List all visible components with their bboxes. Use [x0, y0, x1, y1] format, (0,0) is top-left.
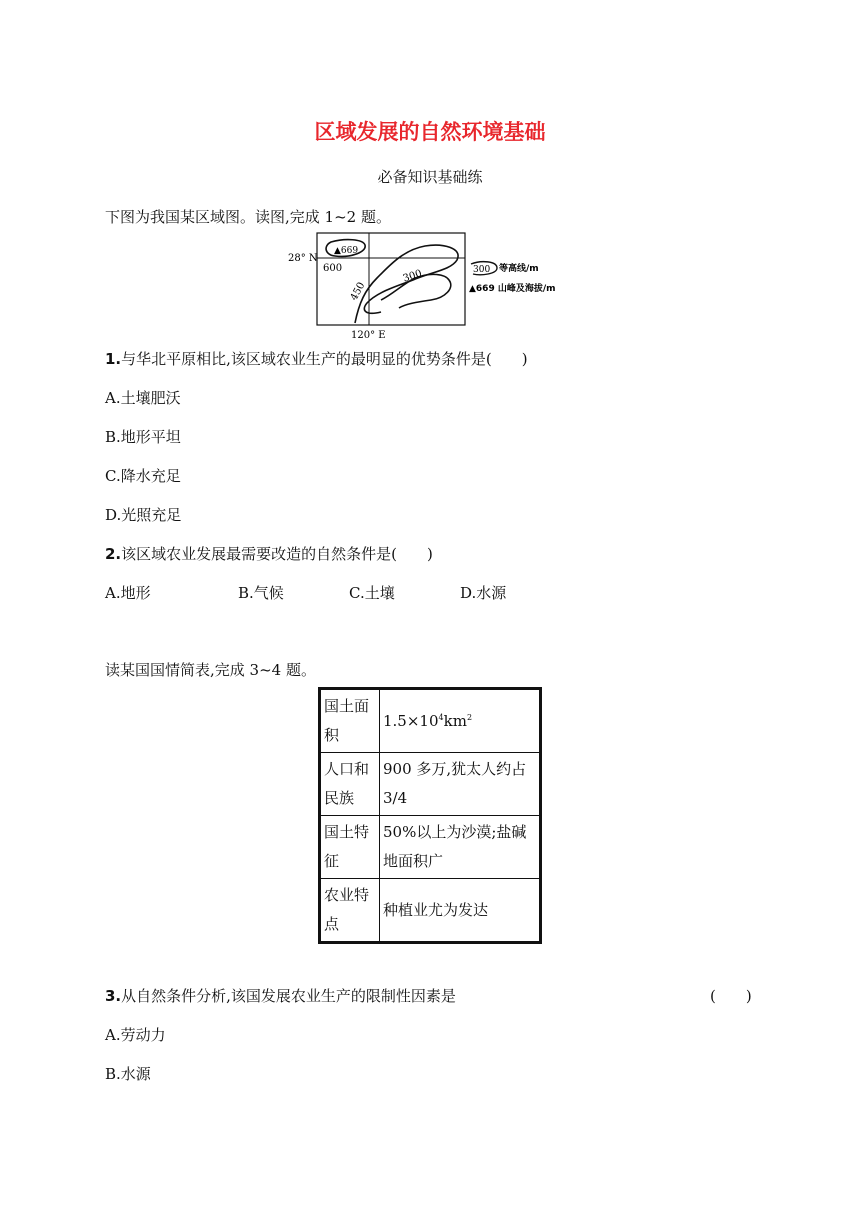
question-text: 该区域农业发展最需要改造的自然条件是( ) [121, 545, 433, 563]
q2-option-d: D.水源 [460, 584, 507, 602]
answer-paren: ( ) [710, 987, 752, 1005]
legend-contour-text: 等高线/m [499, 264, 539, 274]
question-number: 1. [105, 350, 122, 368]
question-2 [105, 543, 433, 564]
table-value: 50%以上为沙漠;盐碱地面积广 [380, 816, 541, 879]
longitude-label: 120° E [351, 330, 386, 341]
contour-450-label: 450 [348, 280, 368, 303]
q2-option-a: A.地形 [105, 584, 151, 602]
q2-option-b: B.气候 [238, 584, 284, 602]
latitude-label: 28° N [288, 253, 318, 264]
q1-option-c: C.降水充足 [105, 467, 181, 485]
question-number: 2. [105, 545, 122, 563]
table-key: 人口和民族 [320, 753, 380, 816]
contour-map [285, 228, 585, 343]
page-title: 区域发展的自然环境基础 [314, 120, 546, 144]
table-key: 国土面积 [320, 689, 380, 753]
q3-option-a: A.劳动力 [105, 1026, 166, 1044]
question-1 [105, 348, 528, 369]
q3-option-b: B.水源 [105, 1065, 151, 1083]
question-number: 3. [105, 987, 122, 1005]
table-key: 农业特点 [320, 879, 380, 943]
table-value: $1.5\times 10^4km^2$ [380, 689, 541, 753]
peak-label: ▲669 [334, 246, 359, 256]
table-key: 国土特征 [320, 816, 380, 879]
q2-option-c: C.土壤 [349, 584, 395, 602]
q1-option-a: A.土壤肥沃 [105, 389, 181, 407]
contour-300-label: 300 [401, 268, 424, 285]
q1-option-b: B.地形平坦 [105, 428, 181, 446]
table-value: 900 多万,犹太人约占 3/4 [380, 753, 541, 816]
table-row [320, 753, 541, 816]
table-value: 种植业尤为发达 [380, 879, 541, 943]
intro-map: 下图为我国某区域图。读图,完成 1~2 题。 [105, 208, 391, 226]
table-row [320, 816, 541, 879]
legend-peak-text: ▲669 山峰及海拔/m [469, 284, 556, 294]
page-subtitle: 必备知识基础练 [377, 168, 483, 186]
q1-option-d: D.光照充足 [105, 506, 182, 524]
question-text: 与华北平原相比,该区域农业生产的最明显的优势条件是( ) [121, 350, 528, 368]
question-3 [105, 985, 456, 1006]
legend-contour-value: 300 [473, 265, 491, 275]
country-info-table [318, 687, 542, 944]
contour-600-label: 600 [323, 263, 343, 274]
table-row [320, 689, 541, 753]
intro-table: 读某国国情简表,完成 3~4 题。 [105, 661, 316, 679]
table-row [320, 879, 541, 943]
question-text: 从自然条件分析,该国发展农业生产的限制性因素是 [121, 987, 456, 1005]
